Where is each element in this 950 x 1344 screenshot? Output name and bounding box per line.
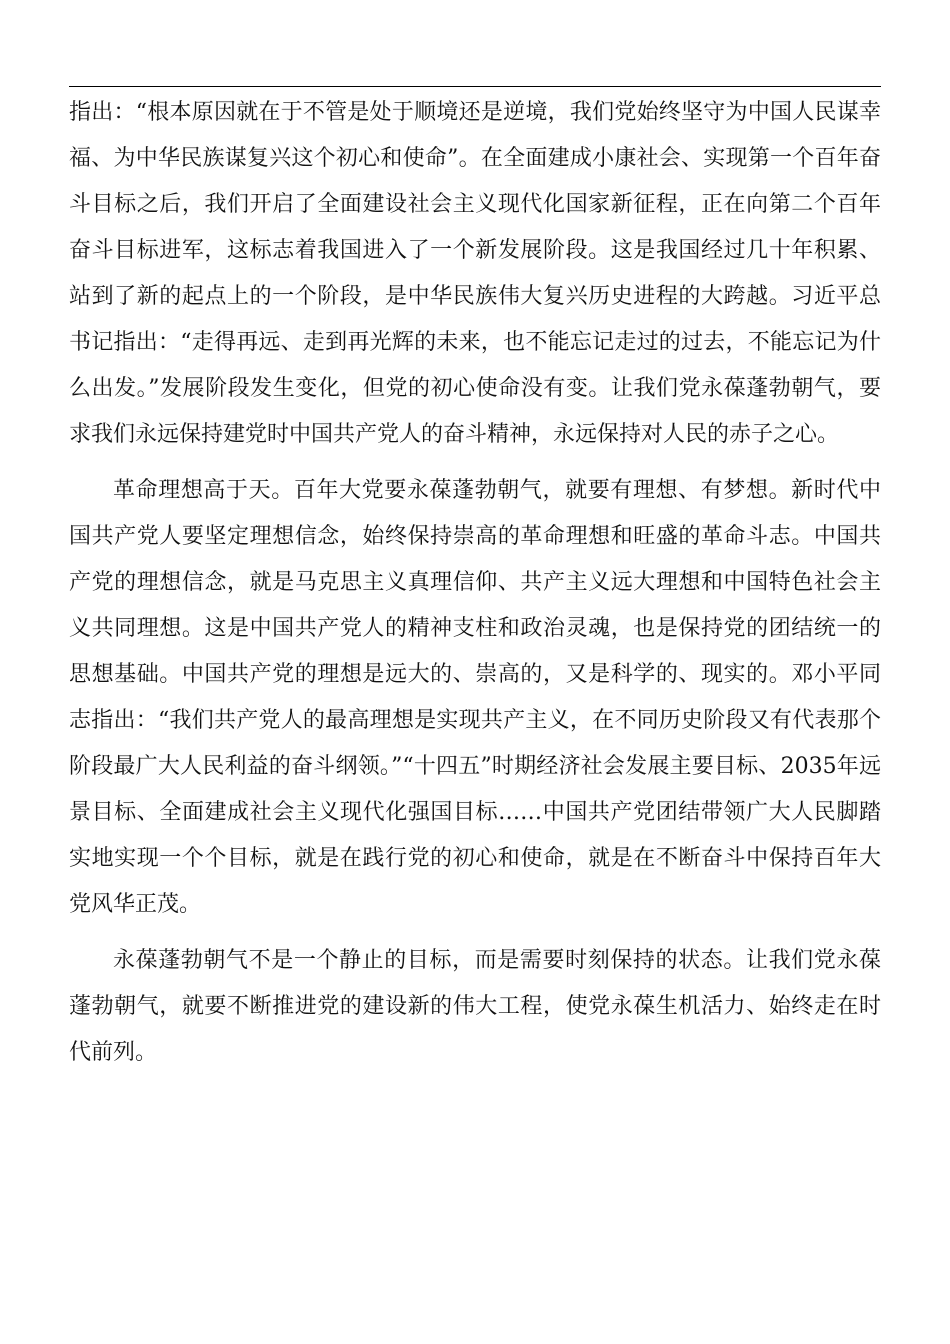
document-body — [69, 90, 881, 1086]
header-rule — [69, 86, 881, 87]
paragraph-continued: 指出：“根本原因就在于不管是处于顺境还是逆境，我们党始终坚守为中国人民谋幸福、为中华民族谋复兴这个初心和使命”。在全面建成小康社会、实现第一个百年奋斗目标之后，我们开启了全面建设社会主义现代化国家新征程，正在向第二个百年奋斗目标进军，这标志着我国进入了一个新发展阶段。这是我国经过几十年积累、站到了新的起点上的一个阶段，是中华民族伟大复兴历史进程的大跨越。习近平总书记指出：“走得再远、走到再光辉的未来，也不能忘记走过的过去，不能忘记为什么出发。”发展阶段发生变化，但党的初心使命没有变。让我们党永葆蓬勃朝气，要求我们永远保持建党时中国共产党人的奋斗精神，永远保持对人民的赤子之心。 — [69, 100, 881, 447]
paragraph-vigor-state: 永葆蓬勃朝气不是一个静止的目标，而是需要时刻保持的状态。让我们党永葆蓬勃朝气，就要不断推进党的建设新的伟大工程，使党永葆生机活力、始终走在时代前列。 — [69, 948, 881, 1065]
paragraph-revolutionary-ideal: 革命理想高于天。百年大党要永葆蓬勃朝气，就要有理想、有梦想。新时代中国共产党人要坚定理想信念，始终保持崇高的革命理想和旺盛的革命斗志。中国共产党的理想信念，就是马克思主义真理信仰、共产主义远大理想和中国特色社会主义共同理想。这是中国共产党人的精神支柱和政治灵魂，也是保持党的团结统一的思想基础。中国共产党的理想是远大的、崇高的，又是科学的、现实的。邓小平同志指出：“我们共产党人的最高理想是实现共产主义，在不同历史阶段又有代表那个阶段最广大人民利益的奋斗纲领。”“十四五”时期经济社会发展主要目标、2035年远景目标、全面建成社会主义现代化强国目标……中国共产党团结带领广大人民脚踏实地实现一个个目标，就是在践行党的初心和使命，就是在不断奋斗中保持百年大党风华正茂。 — [69, 478, 881, 917]
